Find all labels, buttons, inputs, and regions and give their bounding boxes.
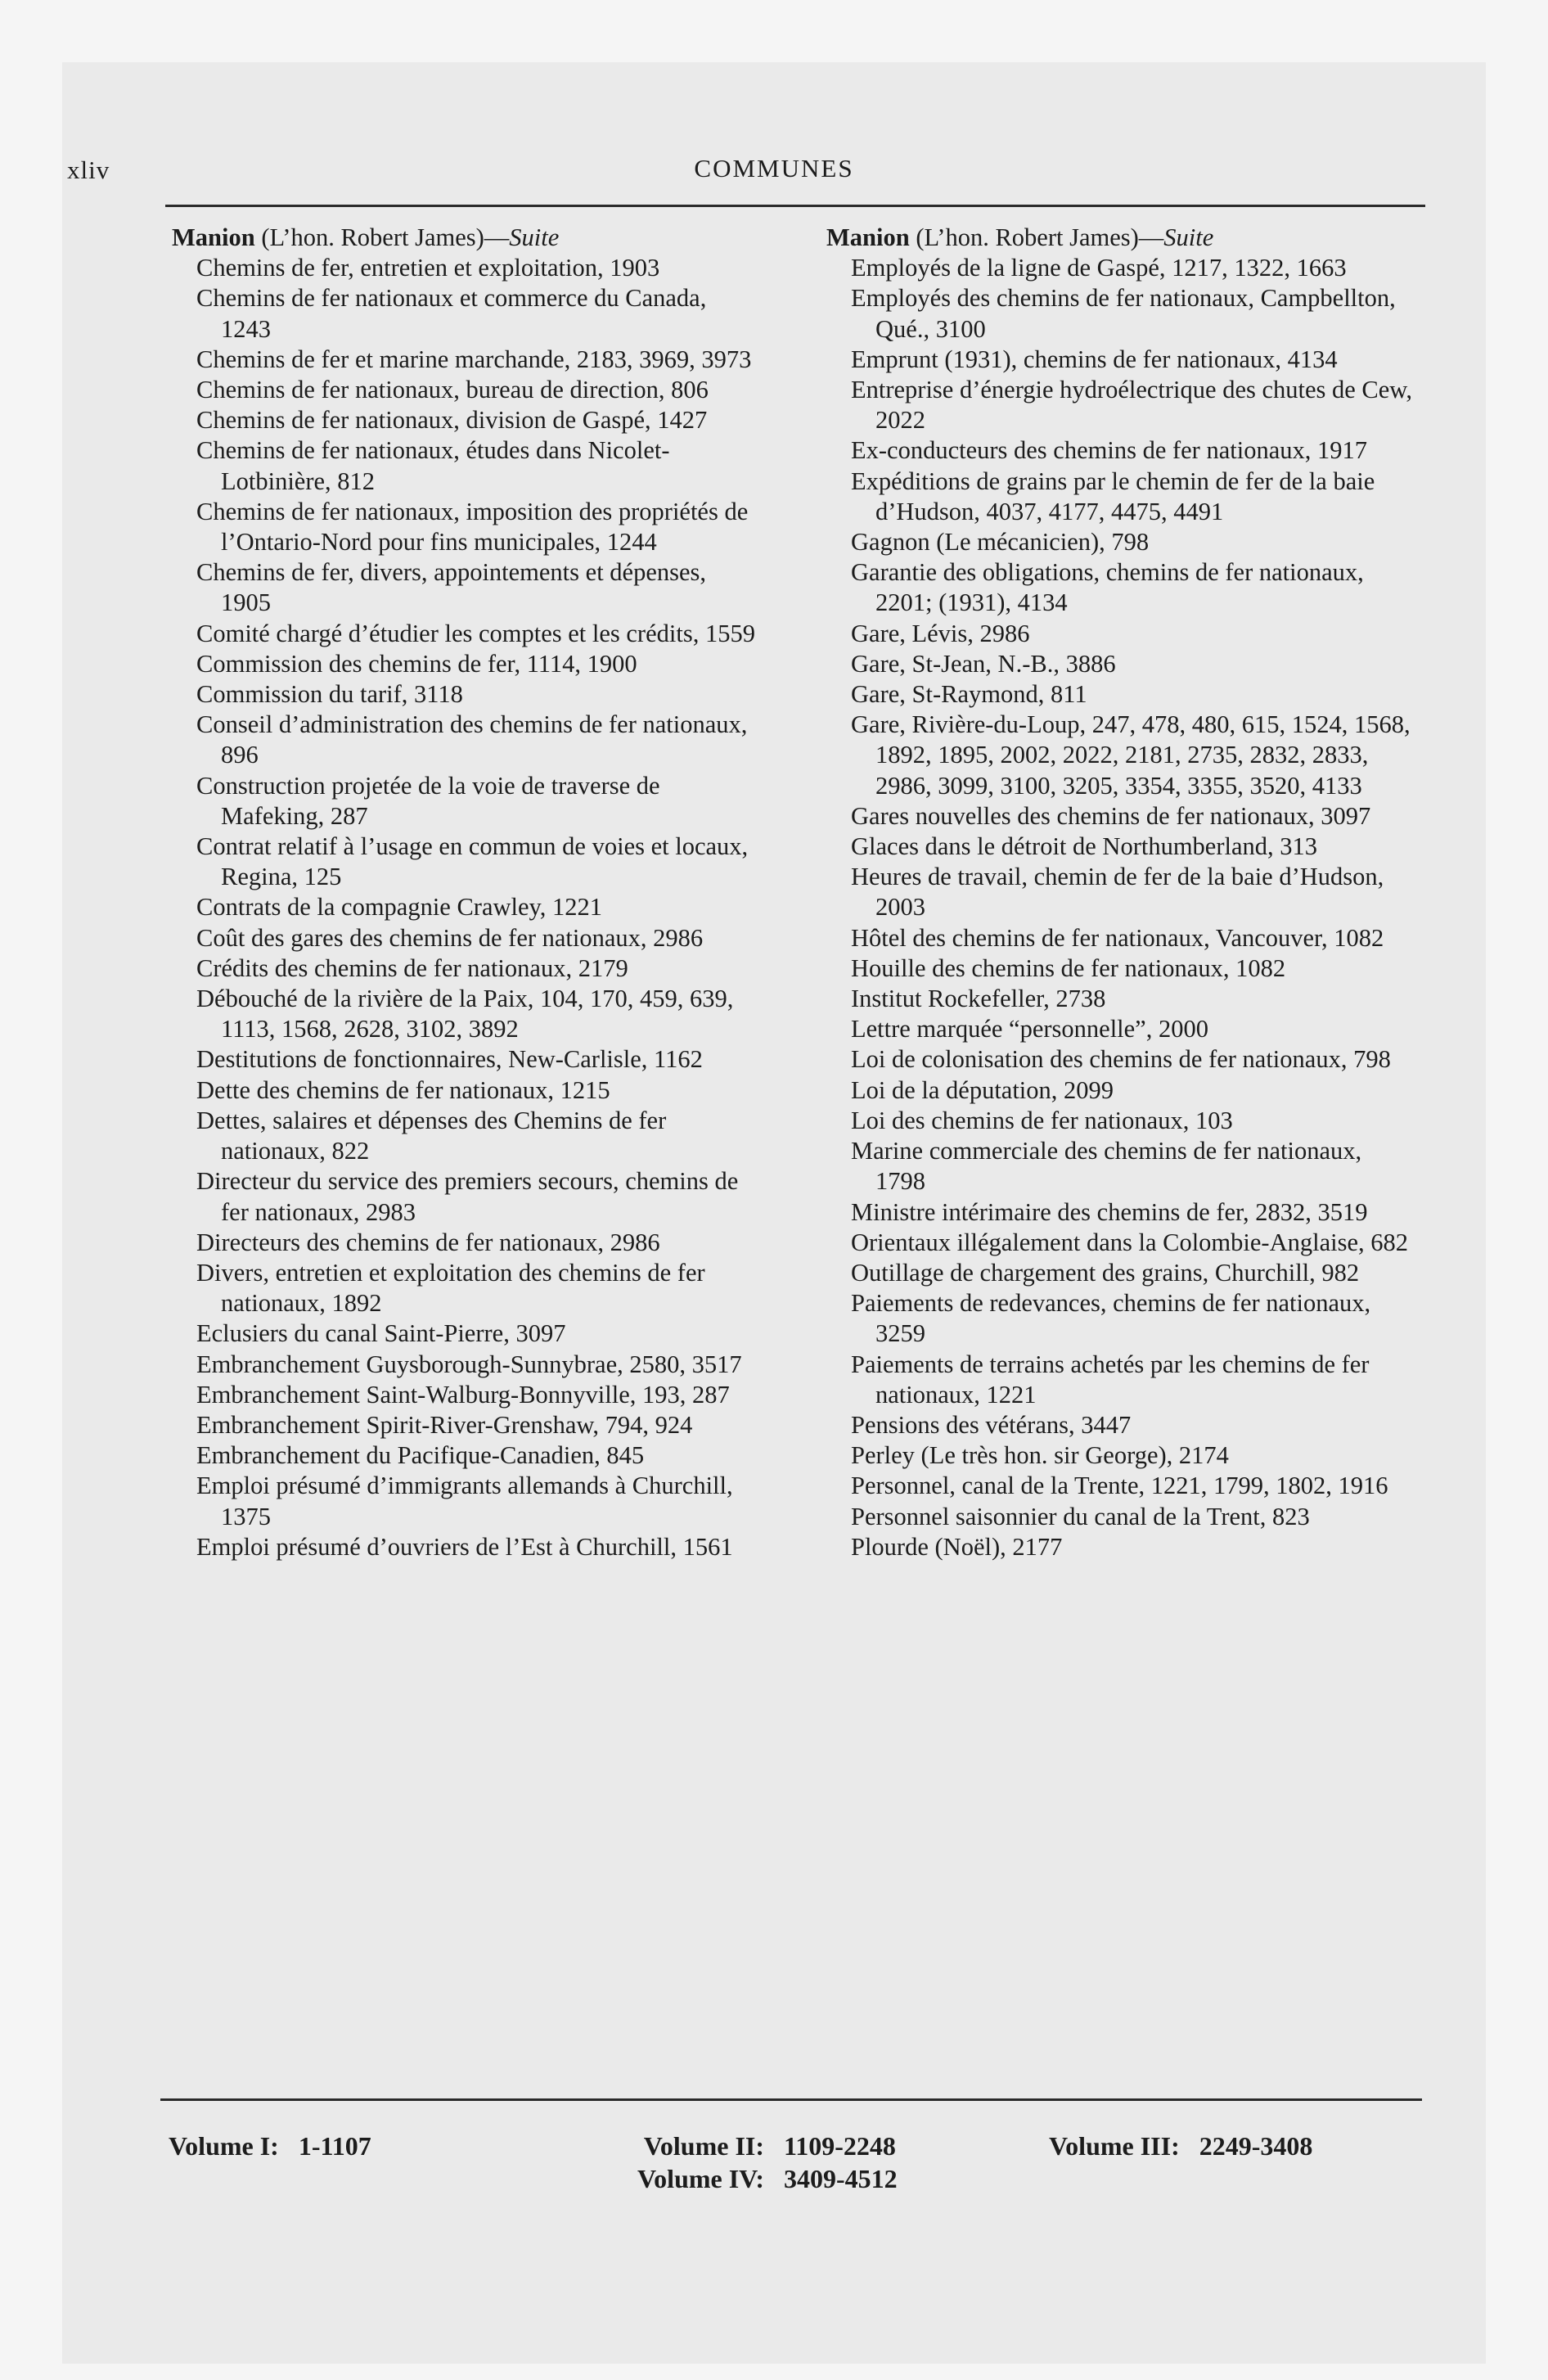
index-entry: Coût des gares des chemins de fer nationaux, 2986 — [196, 923, 704, 952]
volume-label: Volume I: — [169, 2131, 279, 2161]
volume-range: 3409-4512 — [784, 2164, 898, 2193]
index-entry: Personnel saisonnier du canal de la Trent, 823 — [851, 1502, 1310, 1530]
heading-name: Manion — [172, 223, 255, 251]
heading-rest: (L’hon. Robert James)— — [254, 223, 510, 251]
index-entry: Hôtel des chemins de fer nationaux, Vancouver, 1082 — [851, 923, 1384, 952]
index-entry: Dettes, salaires et dépenses des Chemins de fer nationaux, 822 — [196, 1106, 667, 1165]
index-entry: Destitutions de fonctionnaires, New-Carlisle, 1162 — [196, 1045, 703, 1074]
footer-rule — [160, 2098, 1422, 2101]
index-entry: Gare, Rivière-du-Loup, 247, 478, 480, 615, 1524, 1568, 1892, 1895, 2002, 2022, 2181, 2735, 2832, 2833, 2986, 3099, 3100, 3205, 3354, 3355, 3520, 4133 — [851, 710, 1411, 800]
index-entry: Eclusiers du canal Saint-Pierre, 3097 — [196, 1319, 566, 1348]
index-entry: Plourde (Noël), 2177 — [851, 1532, 1063, 1561]
index-entry: Directeurs des chemins de fer nationaux, 2986 — [196, 1228, 660, 1256]
volume-range: 1109-2248 — [784, 2131, 896, 2161]
index-entry: Loi de la députation, 2099 — [851, 1075, 1114, 1104]
index-entry: Employés des chemins de fer nationaux, Campbellton, Qué., 3100 — [851, 284, 1396, 343]
heading-suite: Suite — [509, 223, 560, 251]
index-entry: Gare, St-Jean, N.-B., 3886 — [851, 649, 1116, 678]
index-entry: Perley (Le très hon. sir George), 2174 — [851, 1441, 1229, 1470]
index-entry: Conseil d’administration des chemins de fer nationaux, 896 — [196, 710, 748, 769]
index-entry: Chemins de fer nationaux, bureau de direction, 806 — [196, 376, 709, 404]
heading-rest: (L’hon. Robert James)— — [909, 223, 1164, 251]
index-entry: Chemins de fer, entretien et exploitation, 1903 — [196, 254, 660, 282]
index-column-left — [172, 223, 761, 1562]
index-entry: Dette des chemins de fer nationaux, 1215 — [196, 1075, 610, 1104]
index-entry: Entreprise d’énergie hydroélectrique des chutes de Cew, 2022 — [851, 376, 1412, 435]
index-column-right — [826, 223, 1415, 1562]
index-entry: Chemins de fer, divers, appointements et dépenses, 1905 — [196, 558, 707, 617]
index-entry: Embranchement du Pacifique-Canadien, 845 — [196, 1441, 645, 1470]
index-entry: Commission du tarif, 3118 — [196, 680, 463, 709]
index-entry: Employés de la ligne de Gaspé, 1217, 1322, 1663 — [851, 254, 1347, 282]
index-entry: Ex-conducteurs des chemins de fer nationaux, 1917 — [851, 436, 1367, 465]
volume-label: Volume III: — [1049, 2131, 1180, 2161]
index-entry: Gare, Lévis, 2986 — [851, 619, 1030, 647]
volume-label: Volume II: — [643, 2131, 764, 2161]
running-head: COMMUNES — [694, 154, 854, 183]
volume-range: 1-1107 — [298, 2131, 371, 2161]
index-entry: Personnel, canal de la Trente, 1221, 1799, 1802, 1916 — [851, 1472, 1388, 1500]
index-entry: Chemins de fer nationaux et commerce du Canada, 1243 — [196, 284, 707, 343]
index-entry: Débouché de la rivière de la Paix, 104, 170, 459, 639, 1113, 1568, 2628, 3102, 3892 — [196, 985, 734, 1044]
index-entry: Gare, St-Raymond, 811 — [851, 680, 1087, 709]
heading-name: Manion — [826, 223, 910, 251]
index-entry: Chemins de fer et marine marchande, 2183, 3969, 3973 — [196, 345, 752, 373]
index-entry: Chemins de fer nationaux, imposition des propriétés de l’Ontario-Nord pour fins municipales, 1244 — [196, 497, 749, 557]
entry-list — [826, 253, 1415, 1562]
index-entry: Contrat relatif à l’usage en commun de voies et locaux, Regina, 125 — [196, 832, 749, 891]
index-entry: Gagnon (Le mécanicien), 798 — [851, 528, 1150, 557]
index-entry: Gares nouvelles des chemins de fer nationaux, 3097 — [851, 801, 1371, 830]
volume-range: 2249-3408 — [1199, 2131, 1313, 2161]
index-entry: Chemins de fer nationaux, division de Gaspé, 1427 — [196, 406, 708, 435]
index-entry: Heures de travail, chemin de fer de la baie d’Hudson, 2003 — [851, 863, 1384, 922]
index-entry: Expéditions de grains par le chemin de fer de la baie d’Hudson, 4037, 4177, 4475, 4491 — [851, 467, 1375, 525]
index-entry: Emploi présumé d’immigrants allemands à Churchill, 1375 — [196, 1472, 733, 1530]
entry-list — [172, 253, 761, 1562]
index-entry: Houille des chemins de fer nationaux, 1082 — [851, 953, 1286, 982]
index-entry: Emprunt (1931), chemins de fer nationaux, 4134 — [851, 345, 1338, 373]
index-entry: Marine commerciale des chemins de fer nationaux, 1798 — [851, 1137, 1362, 1196]
index-entry: Divers, entretien et exploitation des chemins de fer nationaux, 1892 — [196, 1258, 705, 1318]
index-entry: Paiements de terrains achetés par les chemins de fer nationaux, 1221 — [851, 1350, 1370, 1409]
footer-volume-2-4 — [607, 2130, 898, 2195]
index-entry: Comité chargé d’étudier les comptes et les crédits, 1559 — [196, 619, 755, 647]
index-entry: Loi des chemins de fer nationaux, 103 — [851, 1106, 1233, 1134]
index-entry: Loi de colonisation des chemins de fer nationaux, 798 — [851, 1045, 1391, 1074]
index-entry: Commission des chemins de fer, 1114, 1900 — [196, 649, 637, 678]
index-entry: Embranchement Saint-Walburg-Bonnyville, 193, 287 — [196, 1380, 730, 1409]
column-heading — [826, 223, 1415, 253]
index-entry: Paiements de redevances, chemins de fer nationaux, 3259 — [851, 1289, 1371, 1348]
heading-suite: Suite — [1163, 223, 1214, 251]
index-entry: Construction projetée de la voie de traverse de Mafeking, 287 — [196, 771, 660, 830]
index-entry: Glaces dans le détroit de Northumberland, 313 — [851, 832, 1318, 861]
index-entry: Lettre marquée “personnelle”, 2000 — [851, 1015, 1208, 1044]
volume-label: Volume IV: — [637, 2164, 764, 2193]
column-heading — [172, 223, 761, 253]
footer-volume-1 — [169, 2130, 371, 2162]
index-entry: Emploi présumé d’ouvriers de l’Est à Churchill, 1561 — [196, 1532, 733, 1561]
index-entry: Embranchement Spirit-River-Grenshaw, 794, 924 — [196, 1410, 693, 1439]
index-entry: Embranchement Guysborough-Sunnybrae, 2580, 3517 — [196, 1350, 742, 1378]
folio-number: xliv — [67, 156, 110, 184]
index-entry: Orientaux illégalement dans la Colombie-Anglaise, 682 — [851, 1228, 1408, 1256]
header-rule — [165, 205, 1425, 207]
index-entry: Directeur du service des premiers secours, chemins de fer nationaux, 2983 — [196, 1167, 739, 1226]
index-entry: Chemins de fer nationaux, études dans Nicolet-Lotbinière, 812 — [196, 436, 670, 495]
index-entry: Institut Rockefeller, 2738 — [851, 985, 1106, 1013]
index-entry: Pensions des vétérans, 3447 — [851, 1410, 1132, 1439]
index-entry: Garantie des obligations, chemins de fer nationaux, 2201; (1931), 4134 — [851, 558, 1364, 617]
index-entry: Contrats de la compagnie Crawley, 1221 — [196, 893, 603, 922]
index-entry: Crédits des chemins de fer nationaux, 2179 — [196, 953, 628, 982]
footer-volume-3 — [1049, 2130, 1312, 2162]
index-entry: Ministre intérimaire des chemins de fer, 2832, 3519 — [851, 1197, 1368, 1226]
index-entry: Outillage de chargement des grains, Churchill, 982 — [851, 1258, 1360, 1287]
